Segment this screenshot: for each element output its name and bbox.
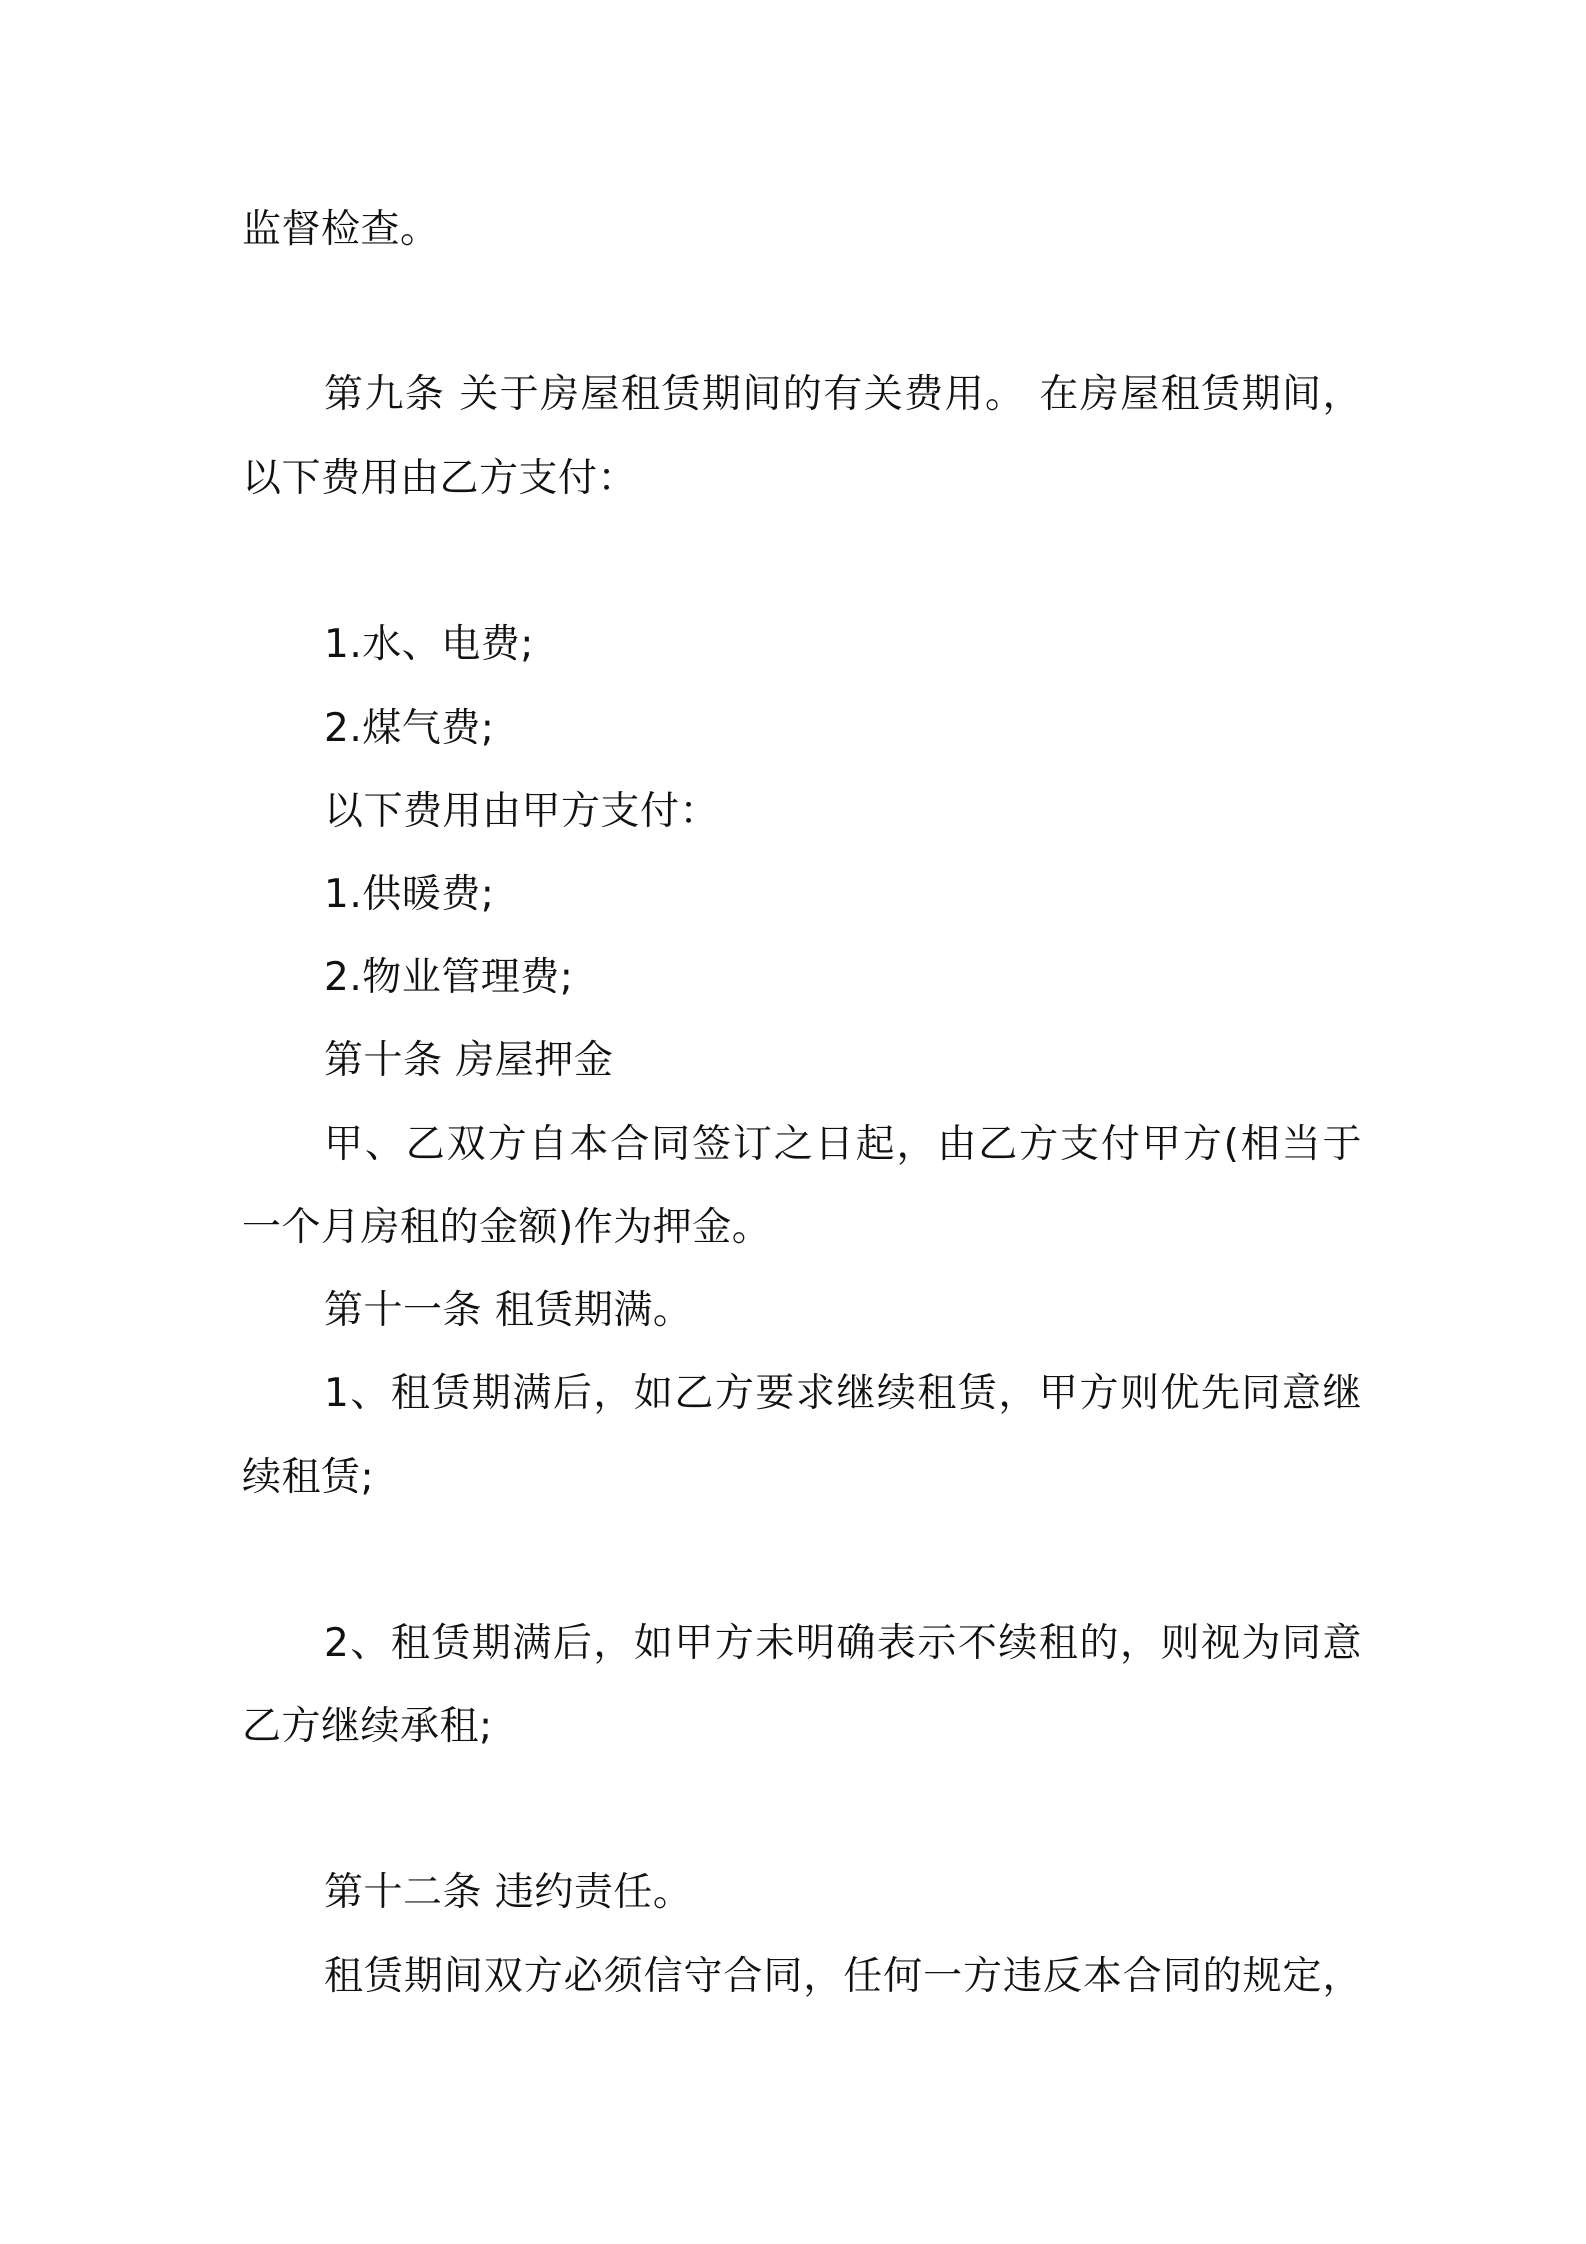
- deposit-paragraph-line-2: 一个月房租的金额)作为押金。: [242, 1205, 772, 1250]
- list-item-heating: 1.供暖费;: [324, 872, 495, 917]
- article-12-heading: 第十二条 违约责任。: [324, 1870, 693, 1915]
- text-line-tenant-pays: 以下费用由乙方支付：: [242, 456, 638, 501]
- breach-paragraph-line-1: 租赁期间双方必须信守合同，任何一方违反本合同的规定，: [324, 1954, 1362, 1999]
- text-line-supervision: 监督检查。: [242, 207, 440, 252]
- list-item-water-electric: 1.水、电费;: [324, 622, 534, 667]
- expiry-clause-1-line-2: 续租赁;: [242, 1455, 375, 1500]
- deposit-paragraph-line-1: 甲、乙双方自本合同签订之日起，由乙方支付甲方(相当于: [324, 1122, 1362, 1167]
- list-item-property-management: 2.物业管理费;: [324, 955, 574, 1000]
- article-10-heading: 第十条 房屋押金: [324, 1038, 614, 1083]
- expiry-clause-1-line-1: 1、租赁期满后，如乙方要求继续租赁，甲方则优先同意继: [324, 1371, 1362, 1416]
- article-11-heading: 第十一条 租赁期满。: [324, 1288, 693, 1333]
- expiry-clause-2-line-1: 2、租赁期满后，如甲方未明确表示不续租的，则视为同意: [324, 1621, 1362, 1666]
- article-9-heading: 第九条 关于房屋租赁期间的有关费用。 在房屋租赁期间，: [324, 372, 1362, 417]
- text-line-landlord-pays: 以下费用由甲方支付：: [324, 789, 720, 834]
- list-item-gas: 2.煤气费;: [324, 706, 495, 751]
- expiry-clause-2-line-2: 乙方继续承租;: [242, 1704, 493, 1749]
